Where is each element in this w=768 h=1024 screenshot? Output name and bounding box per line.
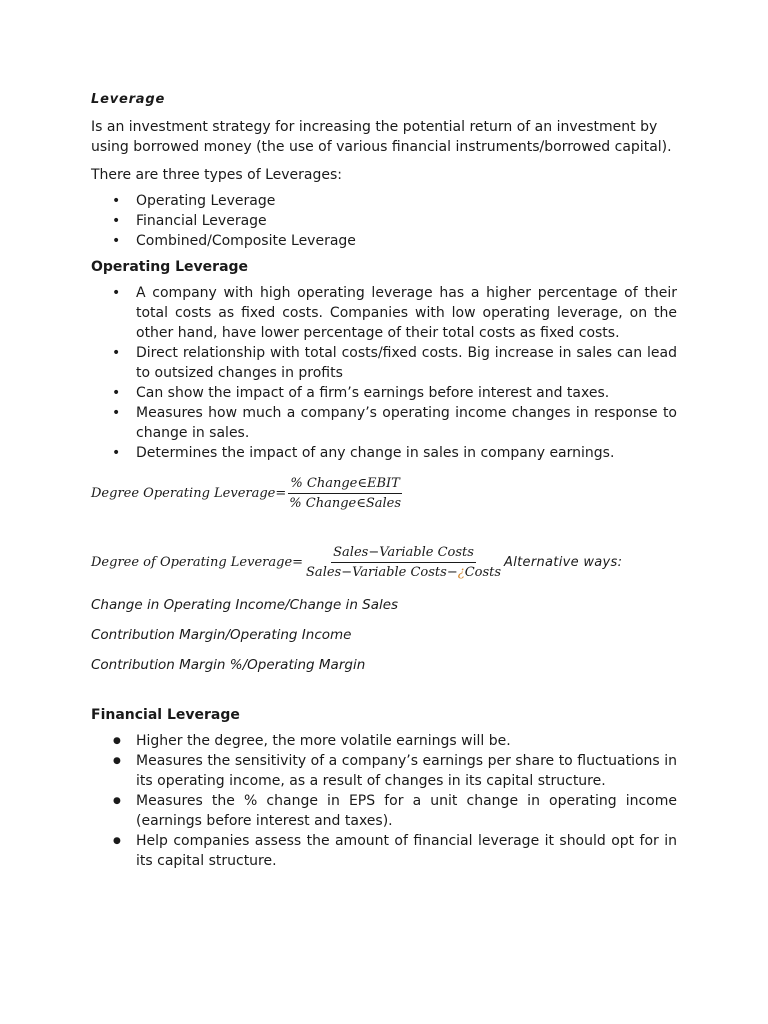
financial-leverage-list bbox=[91, 731, 677, 871]
list-item: ● Higher the degree, the more volatile earnings will be. bbox=[136, 731, 677, 751]
document-title: Leverage bbox=[91, 92, 166, 107]
leverage-types-list bbox=[91, 191, 677, 251]
list-item: • Measures how much a company’s operating income changes in response to change in sales. bbox=[136, 403, 677, 443]
list-item: • Direct relationship with total costs/fixed costs. Big increase in sales can lead to outsized changes in profits bbox=[136, 343, 677, 383]
financial-leverage-heading: Financial Leverage bbox=[91, 707, 240, 723]
formula-denominator: % Change∈Sales bbox=[289, 496, 402, 511]
alternative-formula: Change in Operating Income/Change in Sales bbox=[91, 597, 399, 613]
types-intro: There are three types of Leverages: bbox=[91, 167, 343, 183]
list-item: • A company with high operating leverage has a higher percentage of their total costs as fixed costs. Companies with low operating leverage, on the other hand, have lower percentage of their total costs as fixed costs. bbox=[136, 283, 677, 343]
alternative-formula: Contribution Margin/Operating Income bbox=[91, 627, 352, 643]
formula-fraction bbox=[304, 544, 503, 581]
formula-denominator bbox=[304, 563, 503, 581]
formula-fraction bbox=[287, 475, 403, 512]
formula-lhs: Degree Operating Leverage= bbox=[91, 486, 287, 501]
list-item: • Financial Leverage bbox=[136, 211, 677, 231]
list-item: ● Measures the sensitivity of a company’s earnings per share to fluctuations in its operating income, as a result of changes in its capital structure. bbox=[136, 751, 677, 791]
formula-denominator-part: Sales−Variable Costs− bbox=[306, 565, 458, 580]
alternative-ways-label: Alternative ways: bbox=[504, 555, 623, 570]
formula-symbol: ¿ bbox=[457, 565, 465, 580]
degree-of-operating-leverage-formula bbox=[91, 544, 677, 581]
formula-numerator: % Change∈EBIT bbox=[288, 475, 401, 494]
formula-numerator: Sales−Variable Costs bbox=[331, 544, 476, 563]
alternative-formula: Contribution Margin %/Operating Margin bbox=[91, 657, 366, 673]
formula-denominator-part: Costs bbox=[464, 565, 502, 580]
list-item: • Can show the impact of a firm’s earnings before interest and taxes. bbox=[136, 383, 677, 403]
intro-paragraph: Is an investment strategy for increasing the potential return of an investment by using borrowed money (the use of various financial instruments/borrowed capital). bbox=[91, 119, 672, 155]
formula-lhs: Degree of Operating Leverage= bbox=[91, 555, 304, 570]
list-item: • Determines the impact of any change in sales in company earnings. bbox=[136, 443, 677, 463]
operating-leverage-heading: Operating Leverage bbox=[91, 259, 249, 275]
operating-leverage-list bbox=[91, 283, 677, 463]
list-item: • Combined/Composite Leverage bbox=[136, 231, 677, 251]
document-page bbox=[91, 92, 677, 871]
list-item: ● Measures the % change in EPS for a unit change in operating income (earnings before interest and taxes). bbox=[136, 791, 677, 831]
degree-operating-leverage-formula bbox=[91, 475, 677, 512]
list-item: ● Help companies assess the amount of financial leverage it should opt for in its capital structure. bbox=[136, 831, 677, 871]
list-item: • Operating Leverage bbox=[136, 191, 677, 211]
